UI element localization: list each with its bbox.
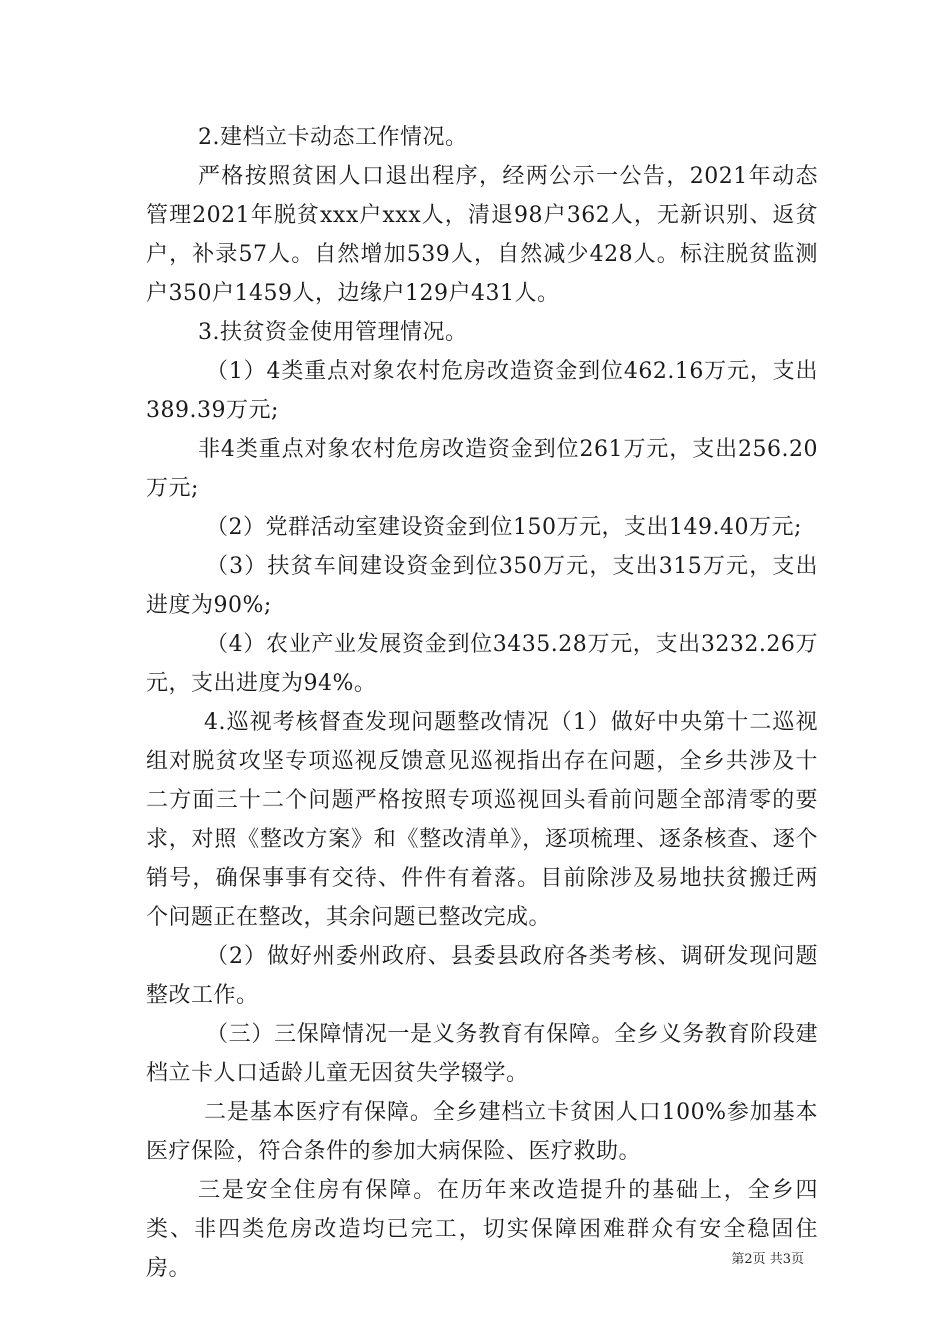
section-heading-3: 3.扶贫资金使用管理情况。: [198, 320, 468, 345]
section-heading-2: 2.建档立卡动态工作情况。: [198, 125, 468, 150]
paragraph-medical-guarantee: 二是基本医疗有保障。全乡建档立卡贫困人口100%参加基本医疗保险，符合条件的参加大病保险、医疗救助。: [146, 1100, 818, 1164]
page-number: 第2页 共3页: [731, 1252, 804, 1267]
paragraph-rectification-item-2: （2）做好州委州政府、县委县政府各类考核、调研发现问题整改工作。: [146, 944, 818, 1008]
paragraph-housing-guarantee: 三是安全住房有保障。在历年来改造提升的基础上，全乡四类、非四类危房改造均已完工，切实保障困难群众有安全稳固住房。: [146, 1178, 818, 1281]
paragraph-fund-item-3: （3）扶贫车间建设资金到位350万元，支出315万元，支出进度为90%;: [146, 554, 818, 618]
paragraph-fund-item-4: （4）农业产业发展资金到位3435.28万元，支出3232.26万元，支出进度为94%。: [146, 632, 818, 696]
paragraph-three-guarantees: （三）三保障情况一是义务教育有保障。全乡义务教育阶段建档立卡人口适龄儿童无因贫失学辍学。: [146, 1022, 818, 1086]
paragraph-dynamic-management: 严格按照贫困人口退出程序，经两公示一公告，2021年动态管理2021年脱贫xxx户xxx人，清退98户362人，无新识别、返贫户，补录57人。自然增加539人，自然减少428人。标注脱贫监测户350户1459人，边缘户129户431人。: [146, 164, 818, 306]
paragraph-fund-item-1: （1）4类重点对象农村危房改造资金到位462.16万元，支出389.39万元;: [146, 359, 818, 423]
paragraph-fund-item-non4: 非4类重点对象农村危房改造资金到位261万元，支出256.20万元;: [146, 437, 818, 501]
paragraph-fund-item-2: （2）党群活动室建设资金到位150万元，支出149.40万元;: [206, 515, 802, 540]
paragraph-inspection-rectification: 4.巡视考核督查发现问题整改情况（1）做好中央第十二巡视组对脱贫攻坚专项巡视反馈意见巡视指出存在问题，全乡共涉及十二方面三十二个问题严格按照专项巡视回头看前问题全部清零的要求，对照《整改方案》和《整改清单》，逐项梳理、逐条核查、逐个销号，确保事事有交待、件件有着落。目前除涉及易地扶贫搬迁两个问题正在整改，其余问题已整改完成。: [146, 710, 818, 930]
document-body: [146, 118, 818, 1288]
